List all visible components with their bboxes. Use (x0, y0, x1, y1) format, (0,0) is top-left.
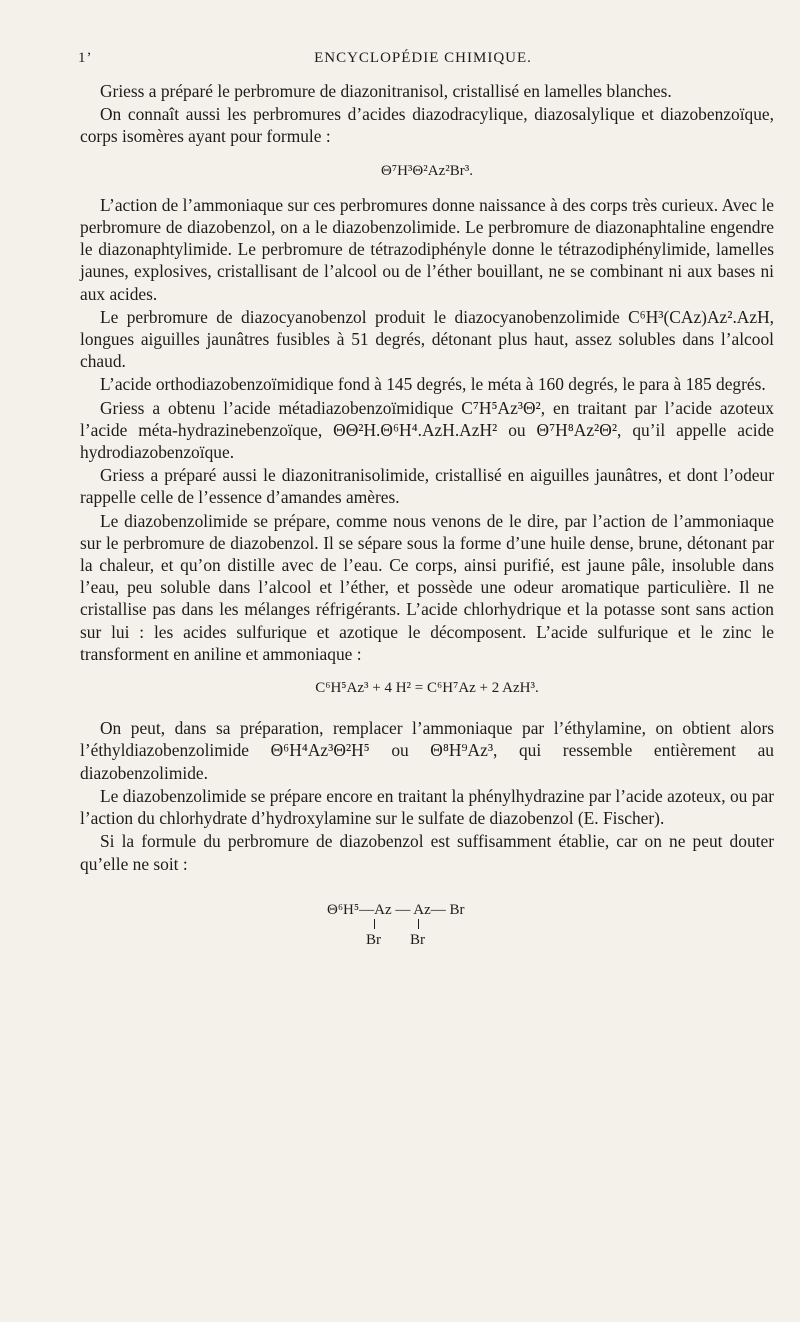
page-number: 1’ (78, 50, 93, 66)
running-title: ENCYCLOPÉDIE CHIMIQUE. (314, 50, 532, 66)
body-text (80, 80, 774, 949)
paragraph: Griess a obtenu l’acide métadiazobenzoïmidique C⁷H⁵Az³Θ², en traitant par l’acide azoteux l’acide méta-hydrazinebenzoïque, ΘΘ²H.Θ⁶H⁴.AzH.AzH² ou Θ⁷H⁸Az²Θ², qu’il appelle acide hydrodiazobenzoïque. (80, 397, 774, 463)
paragraph: Griess a préparé le perbromure de diazonitranisol, cristallisé en lamelles blanches. (100, 81, 672, 101)
paragraph: L’acide orthodiazobenzoïmidique fond à 145 degrés, le méta à 160 degrés, le para à 185 degrés. (100, 374, 766, 395)
paragraph: Griess a préparé aussi le diazonitranisolimide, cristallisé en aiguilles jaunâtres, et dont l’odeur rappelle celle de l’essence d’amandes amères. (80, 465, 774, 508)
paragraph: On peut, dans sa préparation, remplacer l’ammoniaque par l’éthylamine, on obtient alors l’éthyldiazobenzolimide Θ⁶H⁴Az³Θ²H⁵ ou Θ⁸H⁹Az³, qui ressemble entièrement au diazobenzolimide. (80, 718, 774, 783)
paragraph: Le diazobenzolimide se prépare encore en traitant la phénylhydrazine par l’acide azoteux, ou par l’action du chlorhydrate d’hydroxylamine sur le sulfate de diazobenzol (E. Fischer). (80, 785, 774, 829)
formula-perbromure: Θ⁷H³Θ²Az²Br³. (381, 162, 473, 179)
structure-bromine: Br (366, 931, 381, 948)
paragraph: L’action de l’ammoniaque sur ces perbromures donne naissance à des corps très curieux. Avec le perbromure de diazobenzol, on a le diazobenzolimide. Le perbromure de diazonaphtaline engendre le diazonaphtylimide. Le perbromure de tétrazodiphényle donne le tétrazodiphénylimide, lamelles jaunes, explosives, cristallisant de l’alcool ou de l’éther bouillant, ne se combinant ni aux bases ni aux acides. (80, 194, 774, 304)
formula-reduction: C⁶H⁵Az³ + 4 H² = C⁶H⁷Az + 2 AzH³. (315, 680, 539, 697)
paragraph: Le perbromure de diazocyanobenzol produit le diazocyanobenzolimide C⁶H³(CAz)Az².AzH, longues aiguilles jaunâtres fusibles à 51 degrés, détonant plus haut, assez solubles dans l’alcool chaud. (80, 306, 774, 372)
bond-line (418, 919, 419, 929)
structure-bromine: Br (410, 931, 425, 948)
bond-line (374, 919, 375, 929)
running-header (78, 50, 768, 67)
structure-main-chain: Θ⁶H⁵—Az — Az— Br (327, 901, 465, 918)
paragraph: On connaît aussi les perbromures d’acides diazodracylique, diazosalylique et diazobenzoïque, corps isomères ayant pour formule : (80, 104, 774, 147)
paragraph: Si la formule du perbromure de diazobenzol est suffisamment établie, car on ne peut douter qu’elle ne soit : (80, 831, 774, 874)
paragraph: Le diazobenzolimide se prépare, comme nous venons de le dire, par l’action de l’ammoniaque sur le perbromure de diazobenzol. Il se sépare sous la forme d’une huile dense, brune, détonant par la chaleur, et qu’on distille avec de l’eau. Ce corps, ainsi purifié, est jaune pâle, insoluble dans l’eau, peu soluble dans l’alcool et l’éther, et possède une odeur aromatique particulière. Il ne cristallise pas dans les mélanges réfrigérants. L’acide chlorhydrique et la potasse sont sans action sur lui : les acides sulfurique et azotique le décomposent. L’acide sulfurique et le zinc le transforment en aniline et ammoniaque : (80, 510, 774, 664)
structural-formula (297, 899, 537, 949)
